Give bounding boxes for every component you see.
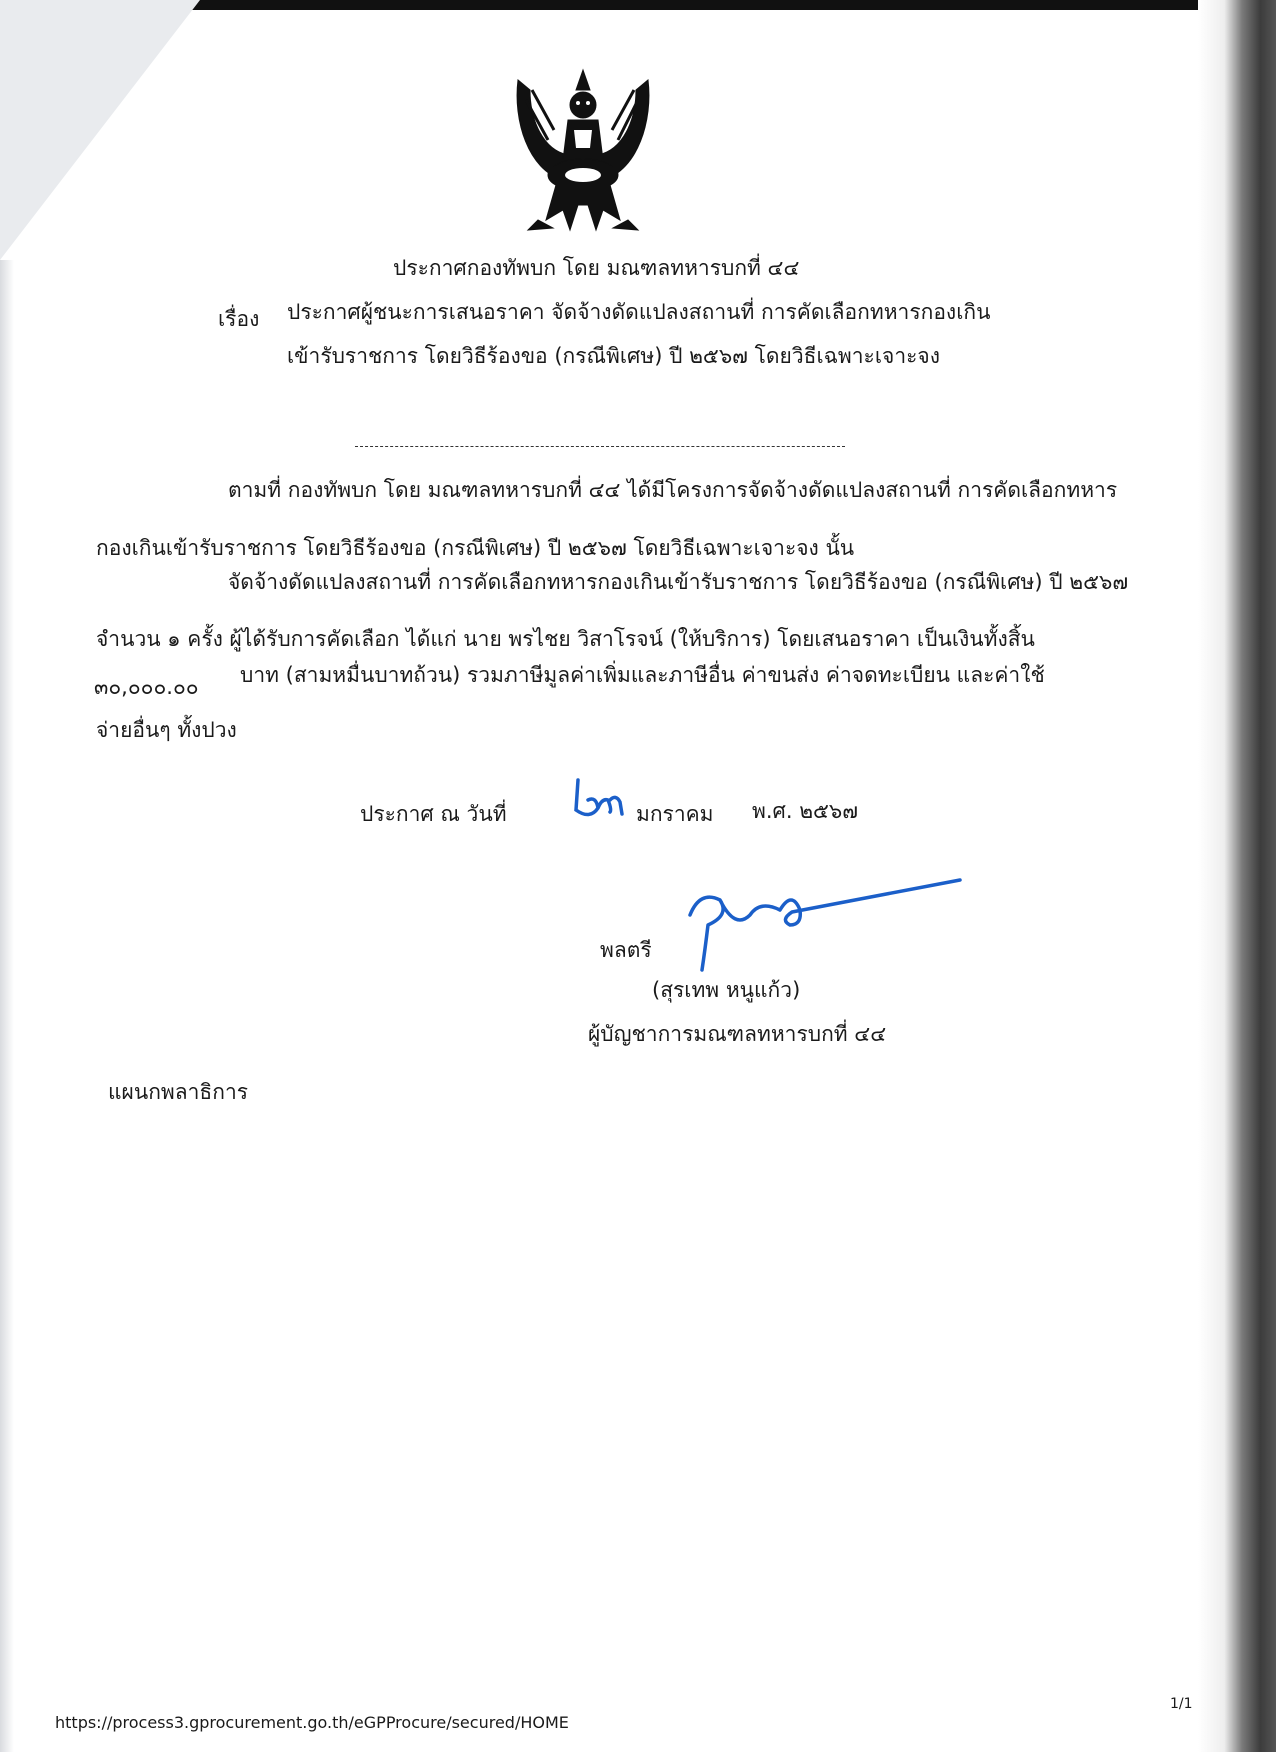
announcement-date-prefix: ประกาศ ณ วันที่ xyxy=(360,802,507,826)
paragraph-2-line-1: จัดจ้างดัดแปลงสถานที่ การคัดเลือกทหารกองเกินเข้ารับราชการ โดยวิธีร้องขอ (กรณีพิเศษ) ปี ๒๕๖๗ xyxy=(228,570,1129,594)
page-title: ประกาศกองทัพบก โดย มณฑลทหารบกที่ ๔๔ xyxy=(393,256,800,280)
footer-url: https://process3.gprocurement.go.th/eGPProcure/secured/HOME xyxy=(55,1713,569,1732)
page-fold-shadow xyxy=(0,0,200,260)
subject-label: เรื่อง xyxy=(218,307,260,331)
separator-line xyxy=(355,446,845,447)
paragraph-2-line-2: จำนวน ๑ ครั้ง ผู้ได้รับการคัดเลือก ได้แก่ นาย พรไชย วิสาโรจน์ (ให้บริการ) โดยเสนอราคา เป็นเงินทั้งสิ้น xyxy=(96,627,1035,651)
scan-edge-right xyxy=(1224,0,1276,1752)
paragraph-2-line-4: จ่ายอื่นๆ ทั้งปวง xyxy=(96,718,237,742)
subject-line-2: เข้ารับราชการ โดยวิธีร้องขอ (กรณีพิเศษ) ปี ๒๕๖๗ โดยวิธีเฉพาะเจาะจง xyxy=(287,344,940,368)
page-left-shadow xyxy=(0,260,14,1752)
announcement-year: พ.ศ. ๒๕๖๗ xyxy=(752,799,859,823)
signature xyxy=(680,870,980,980)
paragraph-2-line-3: บาท (สามหมื่นบาทถ้วน) รวมภาษีมูลค่าเพิ่มและภาษีอื่น ค่าขนส่ง ค่าจดทะเบียน และค่าใช้ xyxy=(240,663,1045,687)
paragraph-1-line-1: ตามที่ กองทัพบก โดย มณฑลทหารบกที่ ๔๔ ได้มีโครงการจัดจ้างดัดแปลงสถานที่ การคัดเลือกทหาร xyxy=(228,478,1118,502)
scan-edge-top xyxy=(190,0,1200,10)
signer-name: (สุรเทพ หนูแก้ว) xyxy=(652,978,801,1002)
subject-line-1: ประกาศผู้ชนะการเสนอราคา จัดจ้างดัดแปลงสถานที่ การคัดเลือกทหารกองเกิน xyxy=(287,300,991,324)
paragraph-1-line-2: กองเกินเข้ารับราชการ โดยวิธีร้องขอ (กรณีพิเศษ) ปี ๒๕๖๗ โดยวิธีเฉพาะเจาะจง นั้น xyxy=(96,536,855,560)
garuda-emblem-icon xyxy=(508,60,658,240)
signer-rank: พลตรี xyxy=(600,938,652,962)
signer-position: ผู้บัญชาการมณฑลทหารบกที่ ๔๔ xyxy=(588,1022,887,1046)
page-right-margin xyxy=(1198,0,1224,1752)
announcement-month: มกราคม xyxy=(636,802,714,826)
page-number: 1/1 xyxy=(1170,1696,1193,1712)
handwritten-day xyxy=(572,770,628,826)
department: แผนกพลาธิการ xyxy=(108,1080,249,1104)
contract-amount: ๓๐,๐๐๐.๐๐ xyxy=(94,675,199,699)
